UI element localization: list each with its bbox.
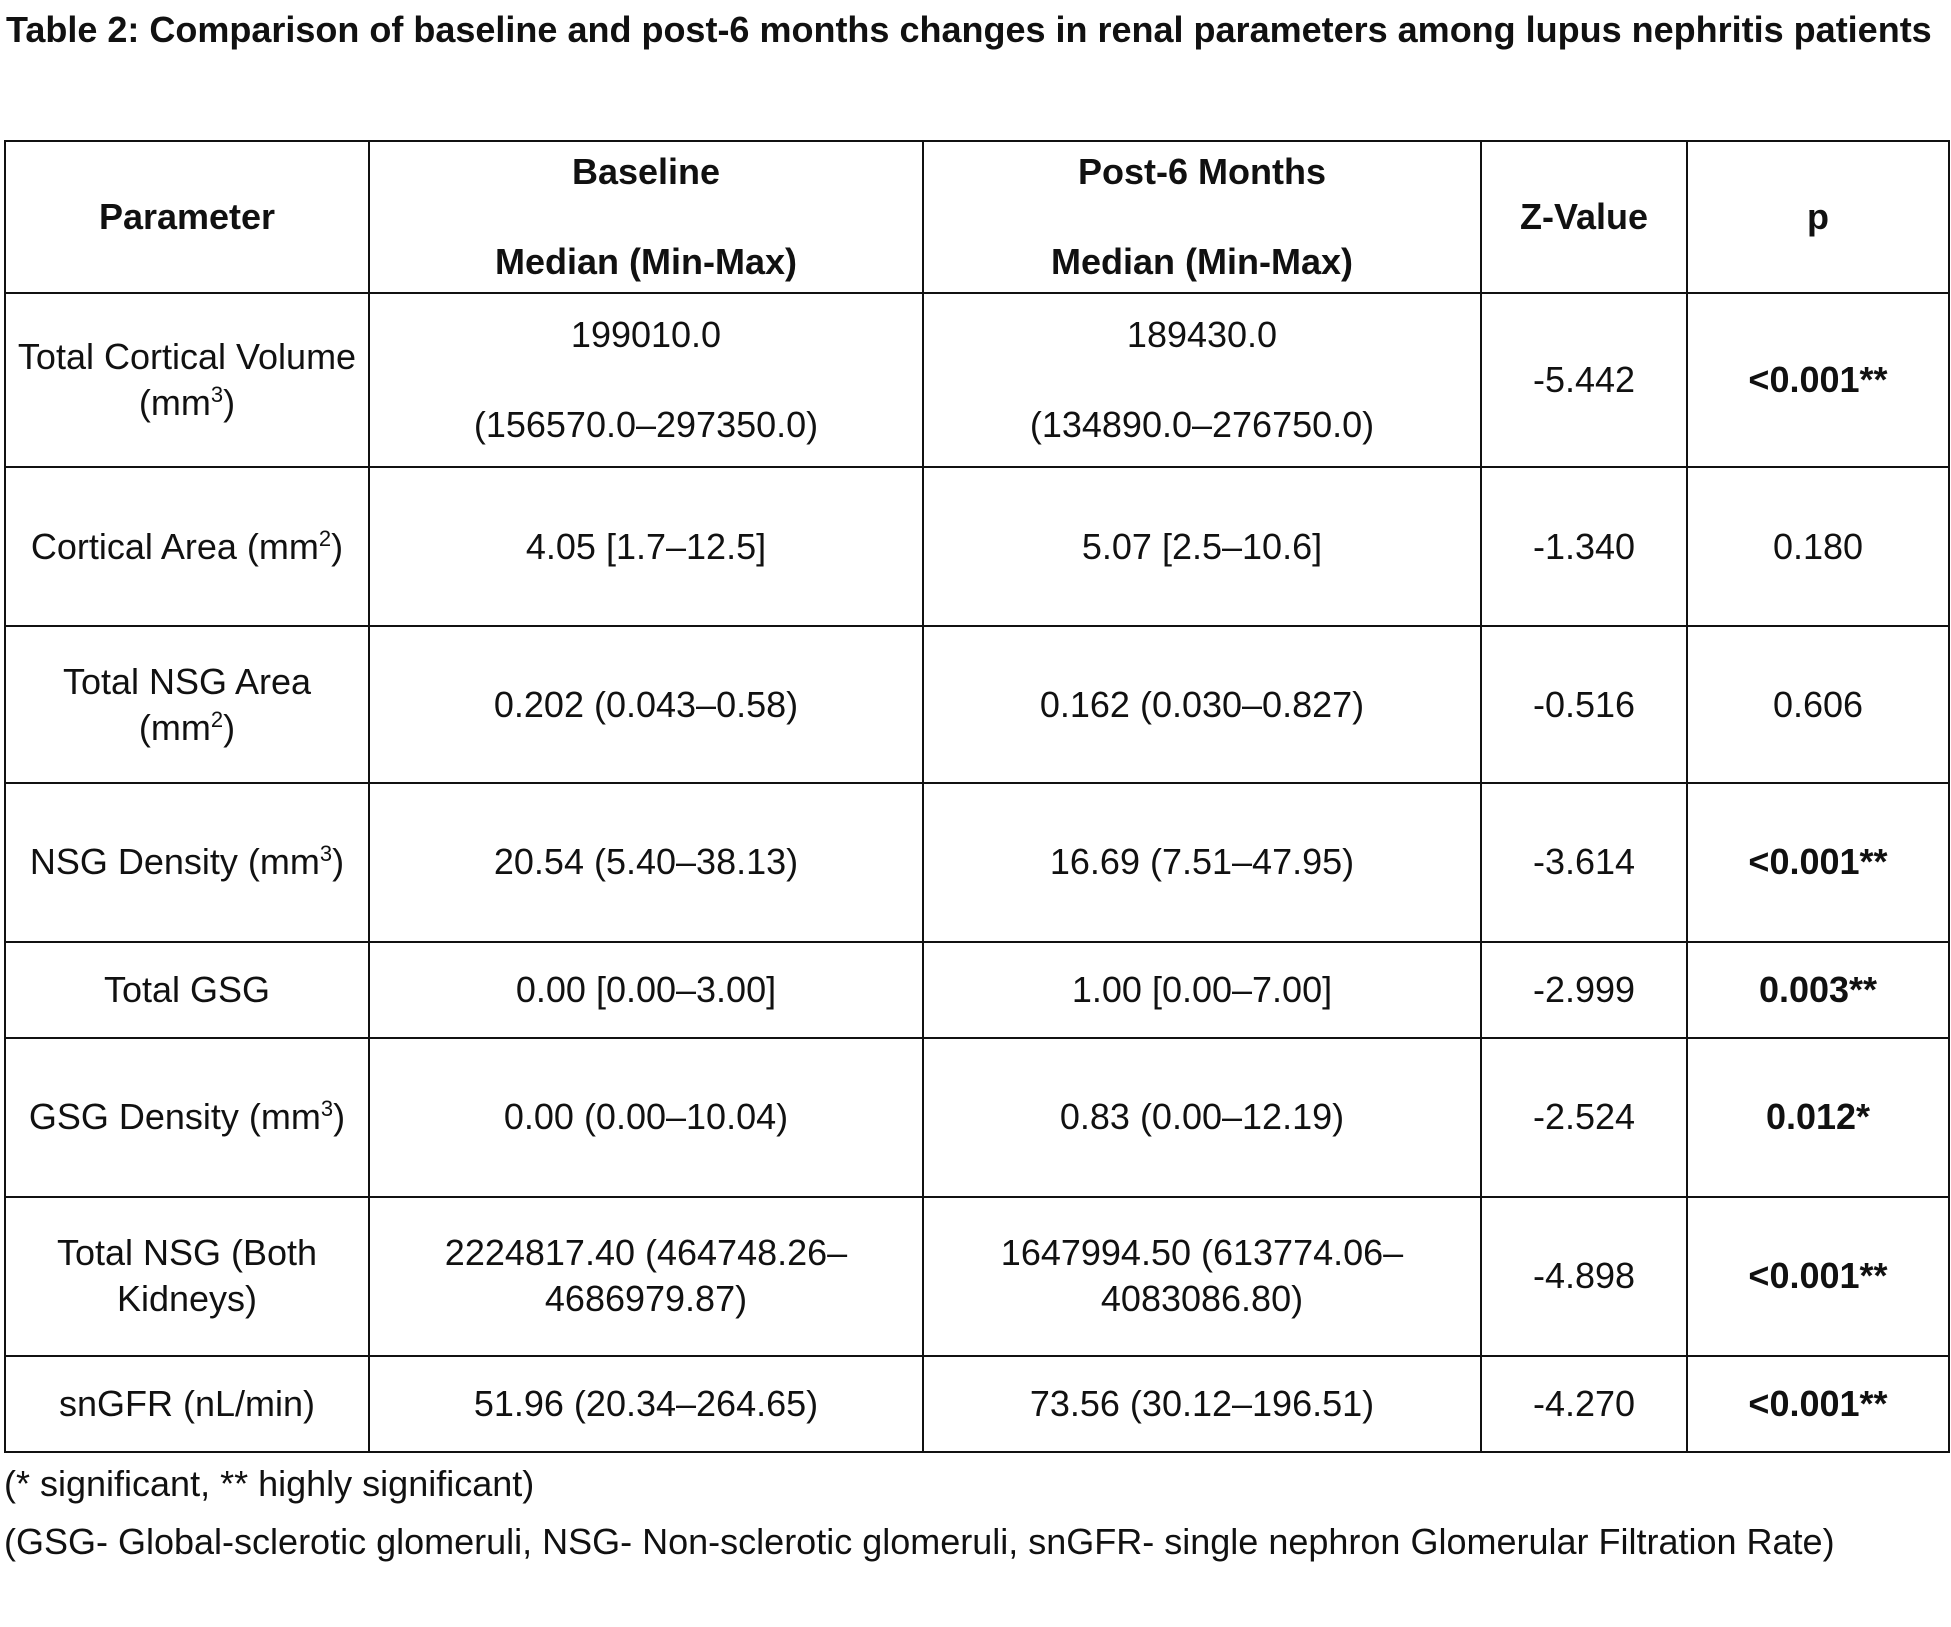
cell-parameter: Total NSG (Both Kidneys) bbox=[5, 1197, 369, 1356]
header-baseline bbox=[369, 141, 923, 293]
cell-z-value: -4.270 bbox=[1481, 1356, 1687, 1452]
header-parameter: Parameter bbox=[5, 141, 369, 293]
cell-baseline: 0.00 [0.00–3.00] bbox=[369, 942, 923, 1038]
cell-z-value: -5.442 bbox=[1481, 293, 1687, 467]
cell-post: 16.69 (7.51–47.95) bbox=[923, 783, 1481, 942]
cell-post: 73.56 (30.12–196.51) bbox=[923, 1356, 1481, 1452]
cell-baseline: 4.05 [1.7–12.5] bbox=[369, 467, 923, 626]
cell-baseline: 51.96 (20.34–264.65) bbox=[369, 1356, 923, 1452]
renal-parameters-table bbox=[4, 140, 1950, 1453]
header-p: p bbox=[1687, 141, 1949, 293]
table-caption: Table 2: Comparison of baseline and post-6 months changes in renal parameters among lupus nephritis patients bbox=[6, 9, 1932, 50]
cell-z-value: -3.614 bbox=[1481, 783, 1687, 942]
cell-p: <0.001** bbox=[1687, 783, 1949, 942]
cell-p: <0.001** bbox=[1687, 1356, 1949, 1452]
cell-post: 0.162 (0.030–0.827) bbox=[923, 626, 1481, 783]
cell-z-value: -4.898 bbox=[1481, 1197, 1687, 1356]
table-row bbox=[5, 783, 1949, 942]
header-baseline-subtitle: Median (Min-Max) bbox=[495, 241, 797, 282]
cell-z-value: -2.999 bbox=[1481, 942, 1687, 1038]
cell-parameter: NSG Density $(mm^3)$ bbox=[5, 783, 369, 942]
cell-post bbox=[923, 293, 1481, 467]
cell-p: <0.001** bbox=[1687, 293, 1949, 467]
cell-z-value: -2.524 bbox=[1481, 1038, 1687, 1197]
cell-baseline: 2224817.40 (464748.26–4686979.87) bbox=[369, 1197, 923, 1356]
cell-post: 1647994.50 (613774.06–4083086.80) bbox=[923, 1197, 1481, 1356]
table-row bbox=[5, 942, 1949, 1038]
cell-baseline-range: (156570.0–297350.0) bbox=[473, 404, 819, 446]
cell-p: 0.180 bbox=[1687, 467, 1949, 626]
cell-parameter: GSG Density $(mm^3)$ bbox=[5, 1038, 369, 1197]
header-row bbox=[5, 141, 1949, 293]
cell-p: 0.003** bbox=[1687, 942, 1949, 1038]
header-z-value: Z-Value bbox=[1481, 141, 1687, 293]
cell-post: 1.00 [0.00–7.00] bbox=[923, 942, 1481, 1038]
cell-post: 5.07 [2.5–10.6] bbox=[923, 467, 1481, 626]
cell-parameter: Total GSG bbox=[5, 942, 369, 1038]
significance-note: (* significant, ** highly significant) bbox=[4, 1463, 535, 1504]
header-post bbox=[923, 141, 1481, 293]
cell-z-value: -1.340 bbox=[1481, 467, 1687, 626]
cell-parameter: Total Cortical Volume $(mm^3)$ bbox=[5, 293, 369, 467]
table-row bbox=[5, 1356, 1949, 1452]
cell-baseline bbox=[369, 293, 923, 467]
cell-baseline-median: 199010.0 bbox=[570, 314, 722, 356]
cell-baseline: 20.54 (5.40–38.13) bbox=[369, 783, 923, 942]
cell-p: 0.012* bbox=[1687, 1038, 1949, 1197]
table-row bbox=[5, 626, 1949, 783]
cell-post-range: (134890.0–276750.0) bbox=[1029, 404, 1375, 446]
cell-p: <0.001** bbox=[1687, 1197, 1949, 1356]
cell-z-value: -0.516 bbox=[1481, 626, 1687, 783]
cell-parameter: Cortical Area $(mm^2)$ bbox=[5, 467, 369, 626]
table-row bbox=[5, 293, 1949, 467]
cell-post: 0.83 (0.00–12.19) bbox=[923, 1038, 1481, 1197]
header-post-subtitle: Median (Min-Max) bbox=[1051, 241, 1353, 282]
abbreviations-note: (GSG- Global-sclerotic glomeruli, NSG- Non-sclerotic glomeruli, snGFR- single nephron Glomerular Filtration Rate) bbox=[4, 1521, 1835, 1562]
header-post-title: Post-6 Months bbox=[1078, 151, 1326, 192]
table-row bbox=[5, 1038, 1949, 1197]
table-row bbox=[5, 1197, 1949, 1356]
cell-baseline: 0.00 (0.00–10.04) bbox=[369, 1038, 923, 1197]
cell-baseline: 0.202 (0.043–0.58) bbox=[369, 626, 923, 783]
cell-parameter: snGFR (nL/min) bbox=[5, 1356, 369, 1452]
header-baseline-title: Baseline bbox=[571, 151, 721, 192]
cell-post-median: 189430.0 bbox=[1126, 314, 1278, 356]
cell-parameter: Total NSG Area $(mm^2)$ bbox=[5, 626, 369, 783]
cell-p: 0.606 bbox=[1687, 626, 1949, 783]
table-row bbox=[5, 467, 1949, 626]
